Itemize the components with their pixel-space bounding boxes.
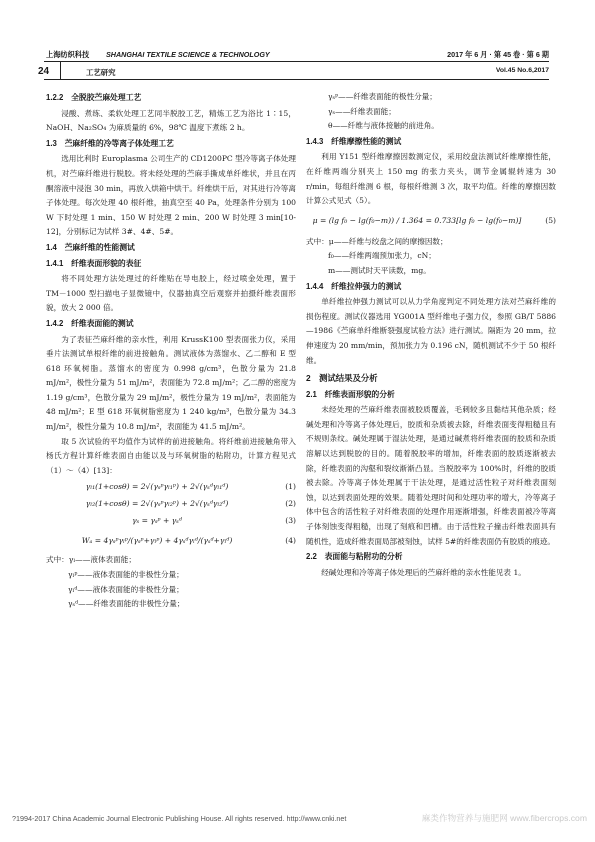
equation-5-number: (5) [545,216,556,226]
header-rule-top [44,61,549,62]
heading-2-1: 2.1 纤维表面形貌的分析 [306,389,395,399]
heading-1-4-2: 1.4.2 纤维表面能的测试 [46,318,134,328]
journal-name-en: SHANGHAI TEXTILE SCIENCE & TECHNOLOGY [106,50,270,59]
header-rule-bottom [44,79,549,80]
equation-2-body: γₗ₂(1+cosθ) = 2√(γₛᵖγₗ₂ᵖ) + 2√(γₛᵈγₗ₂ᵈ) [85,498,229,508]
equation-3-body: γₛ = γₛᵖ + γₛᵈ [132,515,182,525]
left-column [46,90,296,612]
definition-line: 式中：μ——纤维与绞盘之间的摩擦因数； [306,236,448,246]
definition-line: f₀——纤维两端预加张力，cN； [328,251,436,261]
para-2-2: 经碱处理和冷等离子体处理后的苎麻纤维的亲水性能见表 1。 [321,567,526,577]
heading-1-3: 1.3 苎麻纤维的冷等离子体处理工艺 [46,138,174,148]
heading-1-4-1: 1.4.1 纤维表面形貌的表征 [46,258,142,268]
right-column [306,90,556,580]
equation-4-number: (4) [285,536,296,546]
heading-1-2-2: 1.2.2 全脱胶苎麻处理工艺 [46,93,142,102]
equation-2-number: (2) [285,498,296,508]
heading-2-2: 2.2 表面能与粘附功的分析 [306,552,403,562]
para-1-4-2: 为了表征苎麻纤维的亲水性，利用 KrussK100 型表面张力仪，采用垂片法测试单根纤维的前进接触角。测试液体为蒸馏水、乙二醇和 E 型 618 环氧树脂。蒸馏水的密度为 0.998 g/cm³，色散分量为 21.8 mJ/m²，极性分量为 51 mJ/m²，表面能为 72.8 mJ/m²；乙二醇的密度为 1.19 g/cm³，色散分量为 29 mJ/m²，极性分量为 19 mJ/m²，表面能为 48 mJ/m²；E 型 618 环氧树脂密度为 1 240 kg/m³，色散分量为 34.3 mJ/m²，极性分量为 10.8 mJ/m²，表面能为 41.5 mJ/m²。 [46,334,296,432]
equation-1 [46,478,296,495]
header-page-divider [60,61,61,79]
para-1-3: 选用比利时 Europlasma 公司生产的 CD1200PC 型冷等离子体处理机，对苎麻纤维进行脱胶。将未经处理的苎麻手撕成单纤维状，并且在丙酮溶液中浸泡 30 min，再放入烘箱中烘干。纤维烘干后，对其进行冷等离子体处理。每次处理 40 根纤维，抽真空至 40 Pa，处理条件分别为 100 W 下时处理 1 min、150 W 时处理 2 min、200 W 时处理 3 min[10-12]，分别标记为试样 3#、4#、5#。 [46,154,296,237]
equation-5 [306,209,556,235]
journal-name-cn: 上海纺织科技 [46,50,90,59]
definition-line: 式中：γₗ——液体表面能； [46,555,136,565]
page-footer [0,812,595,832]
equation-3 [46,512,296,529]
heading-2: 2 测试结果及分析 [306,373,378,384]
definition-line: γₗᵈ——液体表面能的非极性分量； [68,584,184,594]
para-2-1: 未经处理的苎麻纤维表面被胶质覆盖，毛刺较多且黏结其他杂质；经碱处理和冷等离子体处理后，胶质和杂质被去除，纤维表面变得粗糙且有不规则条纹。碱处理属于湿法处理，是通过碱煮将纤维表面的胶质和杂质溶解以达到脱胶的目的。随着脱胶率的增加，纤维表面的胶质逐渐被去除，纤维表面的沟壑和裂纹渐渐凸显。当脱胶率为 100%时，纤维的胶质被去除。冷等离子体处理属于干法处理，是通过活性粒子对纤维表面刻蚀，以达到表面处理的效果。随着处理时间和处理功率的增大，冷等离子体中包含的活性粒子对纤维表面的处理作用逐渐增强，纤维表面被冷等离子体刻蚀变得粗糙，出现了刻痕和凹槽。由于活性粒子撞击纤维表面具有随机性，造成纤维表面局部被刻蚀，试样 5#的纤维表面仍有胶质的痕迹。 [306,405,556,546]
para-1-4-3: 利用 Y151 型纤维摩擦因数测定仪，采用绞盘法测试纤维摩擦性能，在纤维两端分别夹上 150 mg 的张力夹头，调节金属辊转速为 30 r/min，每组纤维测 6 根，每根纤维测 3 次，取平均值。纤维的摩擦因数计算公式见式（5）。 [306,152,556,206]
page-number: 24 [38,66,50,77]
equation-4-body: Wₐ = 4γₛᵖγₗᵖ/(γₛᵖ+γₗᵖ) + 4γₛᵈγₗᵈ/(γₛᵈ+γₗᵈ) [81,536,233,546]
issue-info: 2017 年 6 月 · 第 45 卷 · 第 6 期 [447,50,549,59]
para-1-4-4: 单纤维拉伸强力测试可以从力学角度判定不同处理方法对苎麻纤维的损伤程度。测试仪器选用 YG001A 型纤维电子强力仪，参照 GB/T 5886—1986《苎麻单纤维断裂强度试验方法》进行测试。隔距为 20 mm，拉伸速度为 20 mm/min，预加张力为 0.196 cN，随机测试不少于 50 根纤维。 [306,297,556,365]
definition-line: θ——纤维与液体接触的前进角。 [328,121,439,131]
definition-line: m——测试时天平读数，mg。 [328,265,431,275]
definition-line: γₗᵖ——液体表面能的非极性分量； [68,570,184,580]
equation-1-body: γₗ₁(1+cosθ) = 2√(γₛᵖγₗ₁ᵖ) + 2√(γₛᵈγₗ₁ᵈ) [85,481,229,491]
equation-4 [46,529,296,553]
para-1-4-2b: 取 5 次试验的平均值作为试样的前进接触角。将纤维前进接触角带入杨氏方程计算纤维表面自由能以及与环氧树脂的粘附功，计算方程见式（1）～（4）[13]： [46,436,296,475]
equation-2 [46,495,296,512]
volume-info: Vol.45 No.6,2017 [495,67,549,74]
definition-line: γₛ——纤维表面能； [328,106,396,116]
definition-line: γₛᵈ——纤维表面能的非极性分量； [68,599,185,609]
para-1-4-1: 将不同处理方法处理过的纤维贴在导电胶上，经过喷金处理，置于 TM－1000 型扫描电子显微镜中，仪器抽真空后观察并拍摄纤维表面形貌，放大 2 000 倍。 [46,274,296,313]
equation-1-number: (1) [285,481,296,491]
page-header [0,0,595,82]
equation-5-body: μ = (lg f₀ − lg(f₀−m)) / 1.364 = 0.733[lg f₀ − lg(f₀−m)] [312,216,522,226]
definition-line: γₛᵖ——纤维表面能的极性分量； [328,92,437,101]
copyright-line: ?1994-2017 China Academic Journal Electronic Publishing House. All rights reserved. http://www.cnki.net [12,814,347,823]
heading-1-4-4: 1.4.4 纤维拉伸强力的测试 [306,281,402,291]
section-title: 工艺研究 [86,68,116,77]
para-1-2-2: 浸酸、煮练、柔软处理工艺同半脱胶工艺，精炼工艺为浴比 1∶15，NaOH、Na₂SO₄ 为麻质量的 6%，98℃ 温度下煮练 2 h。 [46,108,296,133]
heading-1-4: 1.4 苎麻纤维的性能测试 [46,242,135,252]
watermark: 麻类作物营养与施肥网 www.fibercrops.com [421,813,587,823]
equation-3-number: (3) [285,515,296,525]
heading-1-4-3: 1.4.3 纤维摩擦性能的测试 [306,136,402,146]
